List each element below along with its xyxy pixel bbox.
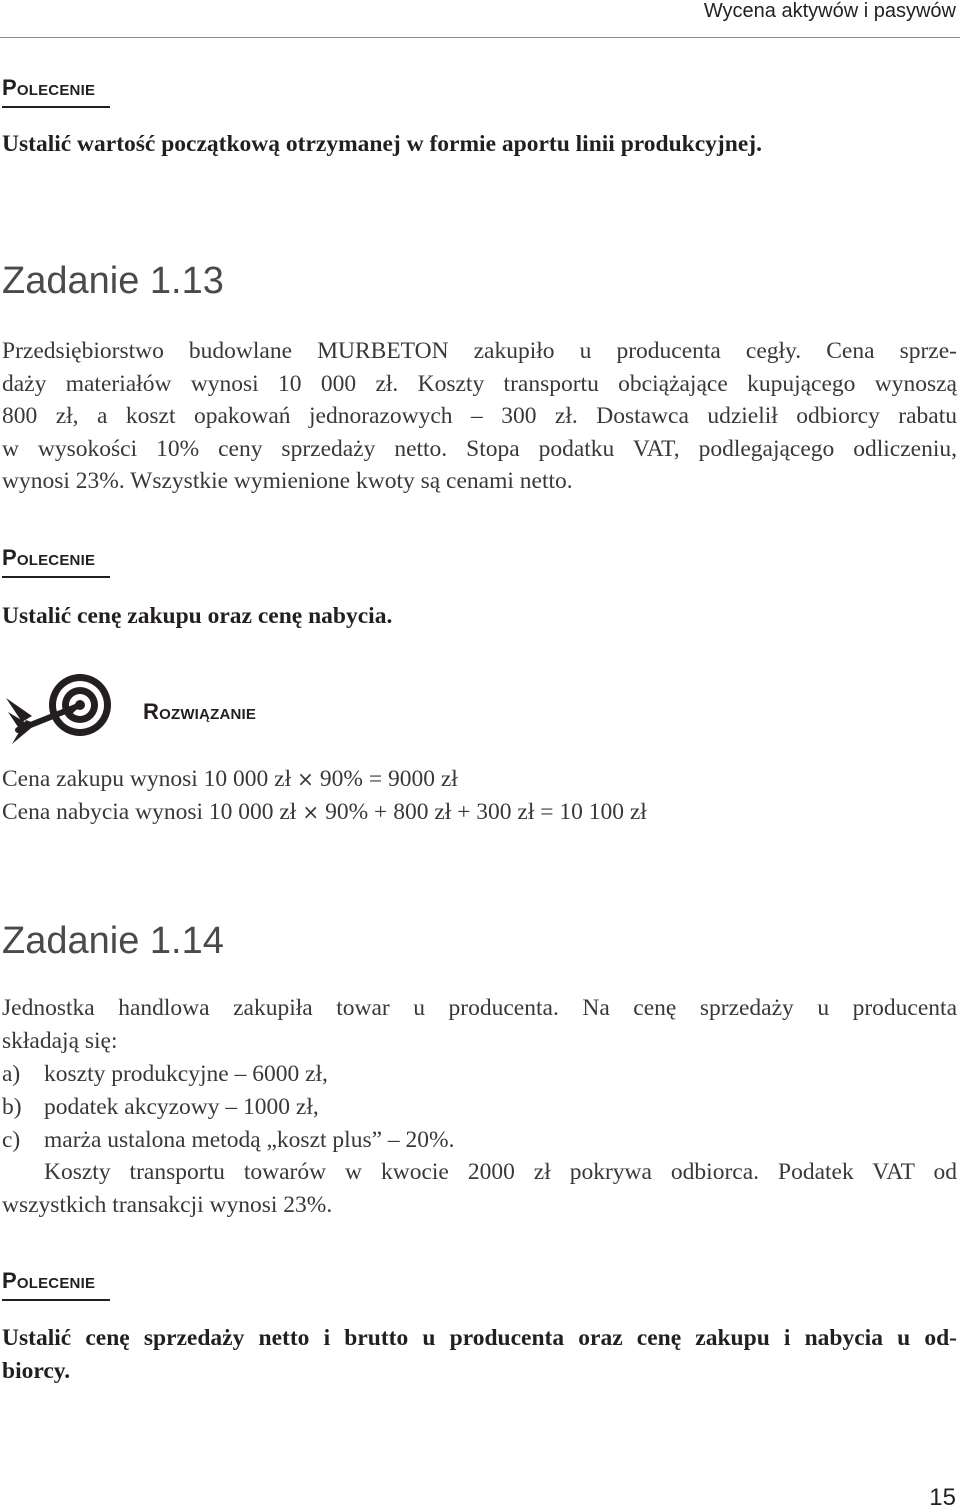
solution-line-1-b: 90% = 9000 zł [319, 766, 458, 792]
command-line: biorcy. [2, 1358, 71, 1384]
task-1-14-intro [2, 992, 957, 1057]
paragraph-line: w wysokości 10% ceny sprzedaży netto. Stopa podatku VAT, podlegającego odliczeniu, [2, 435, 957, 462]
paragraph-line: Koszty transportu towarów w kwocie 2000 zł pokrywa odbiorca. Podatek VAT od [44, 1159, 957, 1185]
command-label-text: Polecenie [2, 1268, 96, 1293]
header-rule [0, 37, 960, 38]
multiply-sign: × [302, 799, 320, 824]
paragraph-line: składają się: [2, 1027, 118, 1054]
target-arrow-icon [4, 668, 116, 750]
list-text: koszty produkcyjne – 6000 zł, [44, 1061, 328, 1087]
label-underline [2, 576, 110, 578]
command-text-2: Ustalić cenę zakupu oraz cenę nabycia. [2, 603, 393, 629]
paragraph-line: wynosi 23%. Wszystkie wymienione kwoty są cenami netto. [2, 468, 573, 495]
task-1-14-after [2, 1156, 957, 1221]
solution-line-1 [2, 763, 647, 796]
list-marker: a) [2, 1061, 21, 1087]
task-1-14-list [2, 1058, 957, 1158]
page-number: 15 [929, 1484, 956, 1511]
command-line: Ustalić cenę sprzedaży netto i brutto u producenta oraz cenę zakupu i nabycia u od- [2, 1325, 957, 1351]
task-1-13-body [2, 335, 957, 498]
solution-line-2-a: Cena nabycia wynosi 10 000 zł [2, 798, 297, 825]
running-title: Wycena aktywów i pasywów [703, 0, 956, 22]
list-text: podatek akcyzowy – 1000 zł, [44, 1094, 319, 1120]
solution-line-2-b: 90% + 800 zł + 300 zł = 10 100 zł [325, 798, 647, 825]
command-label-1 [2, 77, 110, 108]
multiply-sign: × [297, 767, 314, 791]
solution-label-text: Rozwiązanie [143, 699, 257, 724]
command-label-3 [2, 1270, 110, 1301]
command-text-1: Ustalić wartość początkową otrzymanej w formie aportu linii produkcyjnej. [2, 131, 762, 157]
task-heading-1-14: Zadanie 1.14 [2, 920, 224, 962]
list-marker: b) [2, 1094, 22, 1120]
solution-line-2 [2, 796, 647, 829]
list-marker: c) [2, 1127, 21, 1153]
task-heading-1-13: Zadanie 1.13 [2, 260, 224, 302]
solution-label [143, 701, 256, 723]
paragraph-line: daży materiałów wynosi 10 000 zł. Koszty transportu obciążające kupującego wynoszą [2, 370, 957, 397]
paragraph-line: Przedsiębiorstwo budowlane MURBETON zakupiło u producenta cegły. Cena sprze- [2, 338, 957, 364]
command-text-3 [2, 1322, 957, 1388]
paragraph-line: wszystkich transakcji wynosi 23%. [2, 1191, 333, 1218]
command-label-text: Polecenie [2, 75, 96, 100]
paragraph-line: 800 zł, a koszt opakowań jednorazowych – 300 zł. Dostawca udzielił odbiorcy rabatu [2, 403, 957, 430]
solution-line-1-a: Cena zakupu wynosi 10 000 zł [2, 766, 292, 792]
label-underline [2, 1299, 110, 1301]
label-underline [2, 106, 110, 108]
command-label-text: Polecenie [2, 545, 96, 570]
paragraph-line: Jednostka handlowa zakupiła towar u producenta. Na cenę sprzedaży u producenta [2, 995, 957, 1021]
list-text: marża ustalona metodą „koszt plus” – 20%. [44, 1127, 455, 1153]
solution-body [2, 763, 647, 828]
command-label-2 [2, 547, 110, 578]
